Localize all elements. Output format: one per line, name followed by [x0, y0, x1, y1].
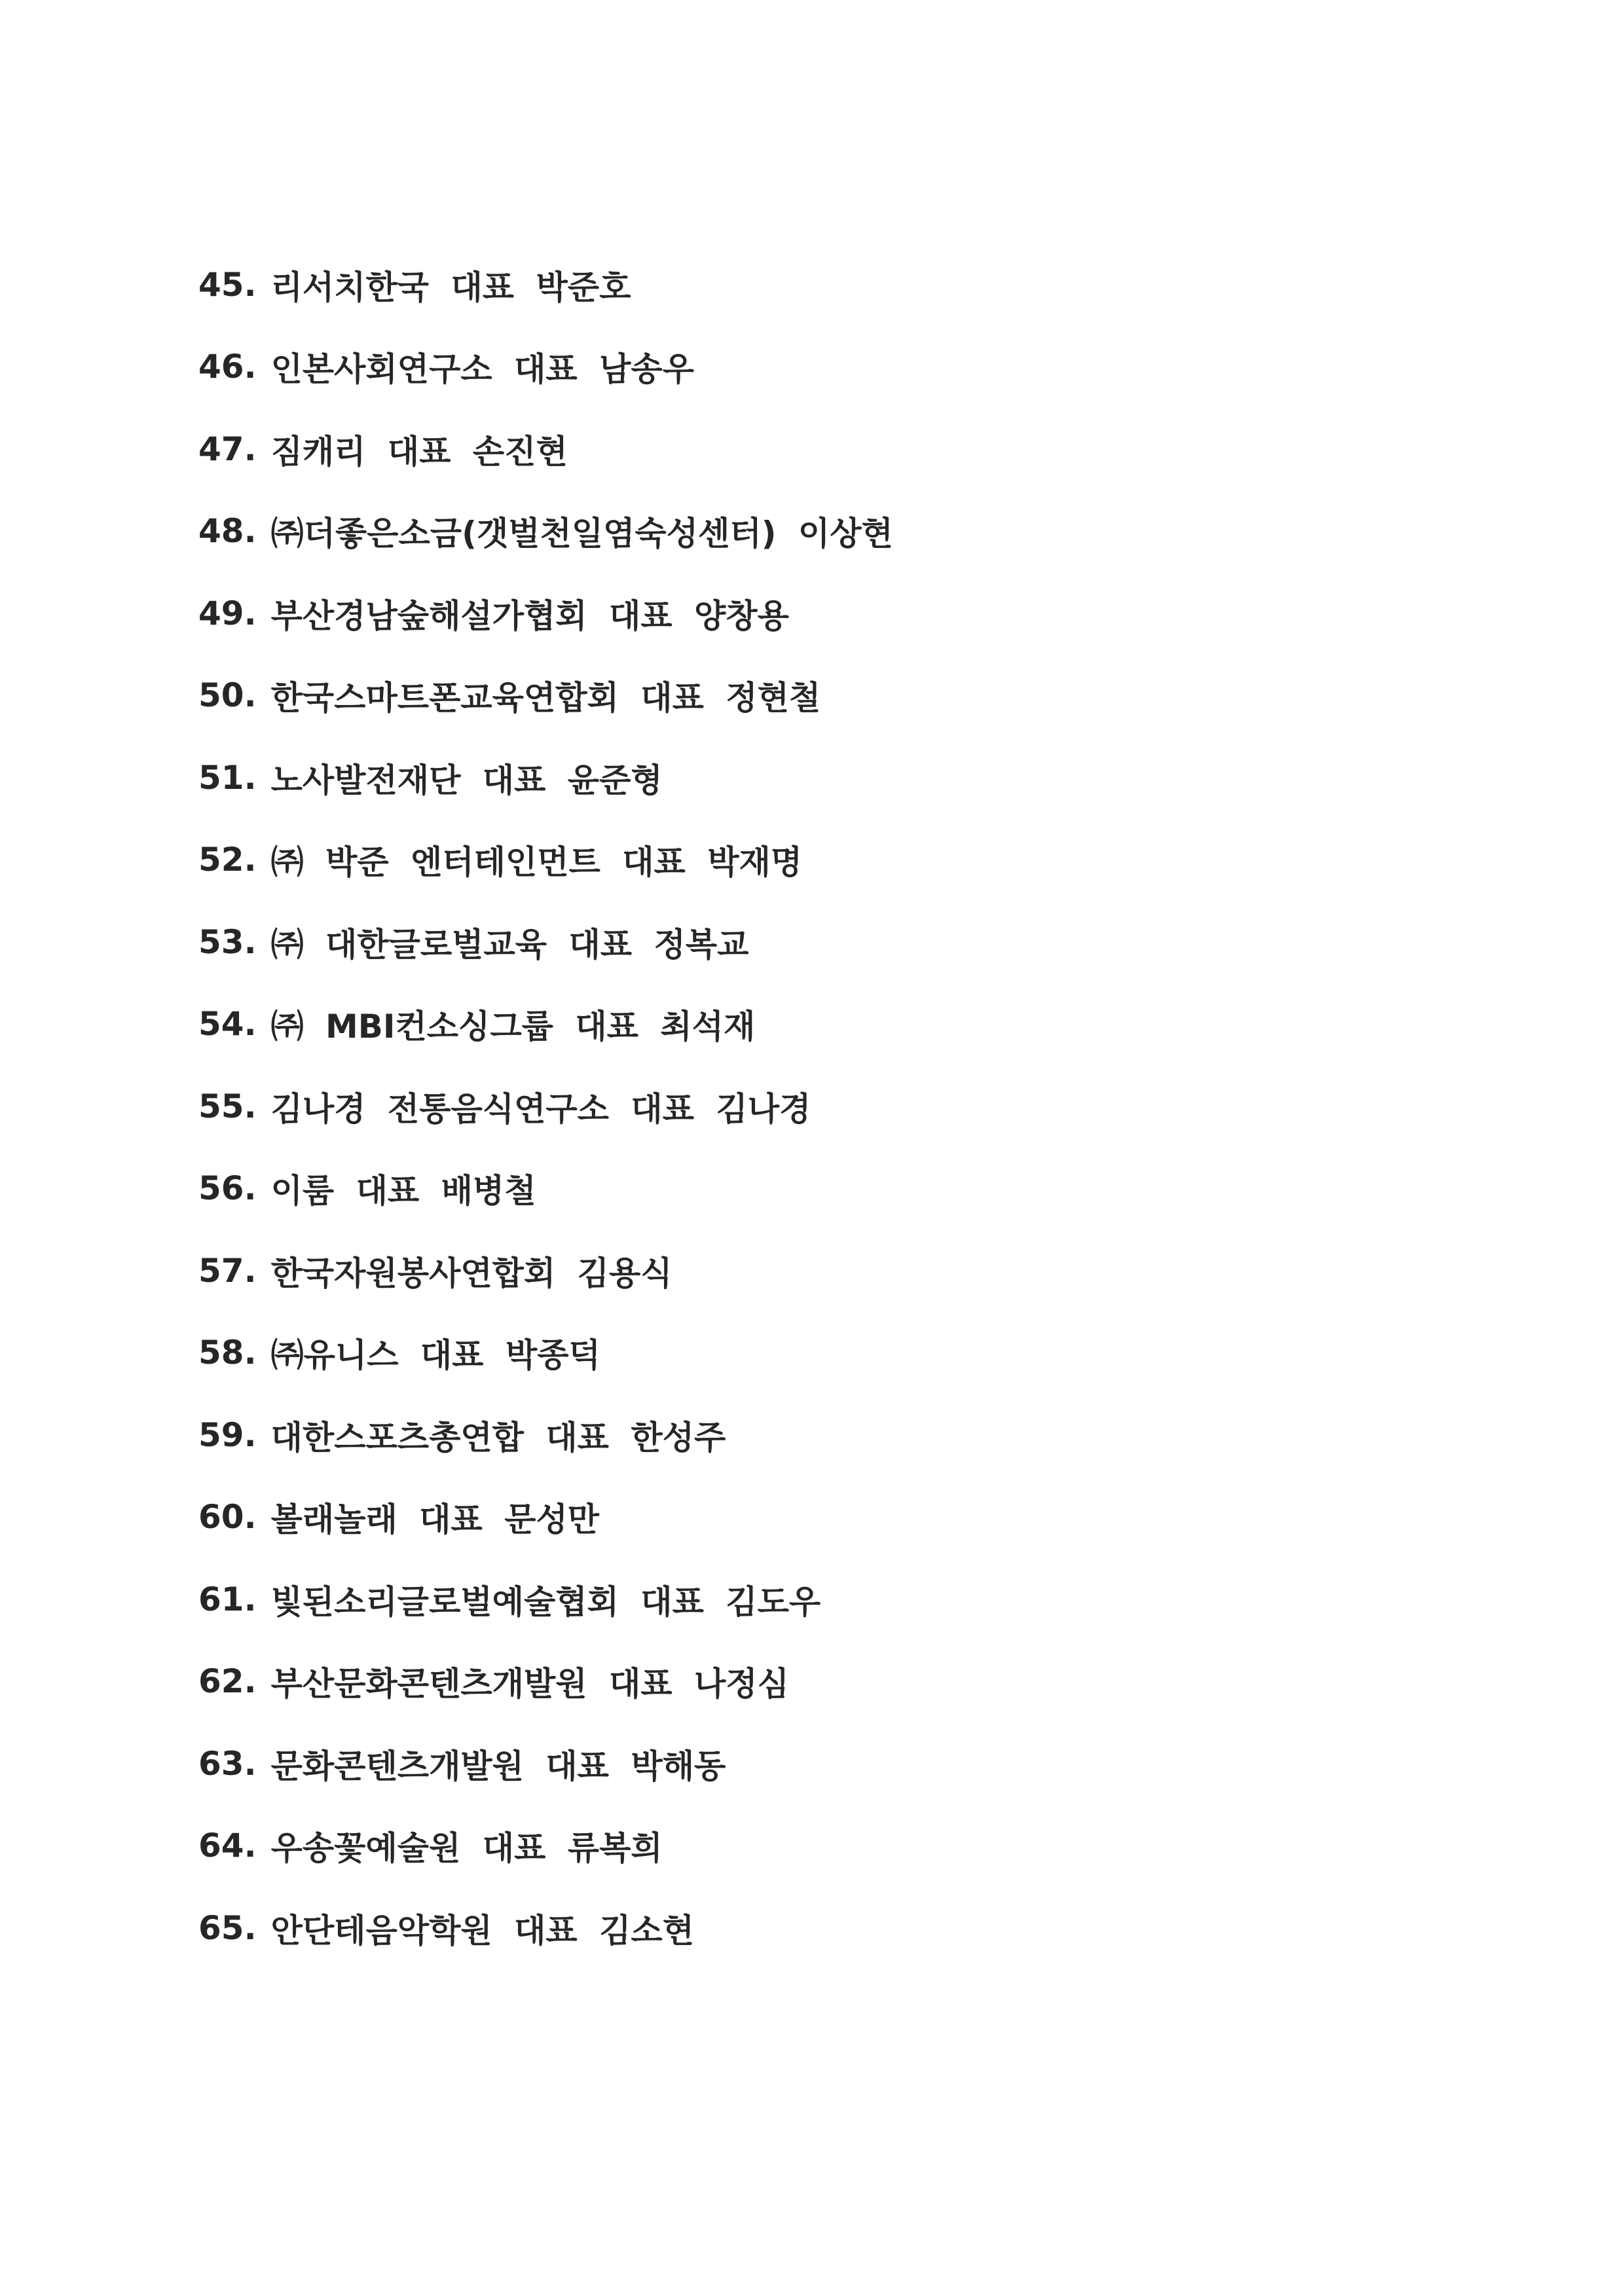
item-number: 46.: [198, 348, 257, 386]
item-text: 한국자원봉사연합회 김용식: [270, 1254, 673, 1292]
list-item: [198, 819, 893, 902]
list-item: [198, 1887, 893, 1969]
item-text: 인본사회연구소 대표 남송우: [270, 350, 694, 389]
item-number: 64.: [198, 1827, 257, 1865]
list-item: [198, 983, 893, 1066]
item-text: 대한스포츠총연합 대표 한성주: [270, 1418, 726, 1457]
item-number: 49.: [198, 594, 257, 632]
item-text: 부산문화콘텐츠개발원 대표 나정심: [270, 1665, 789, 1704]
item-number: 56.: [198, 1169, 257, 1208]
list-item: [198, 572, 893, 655]
item-text: ㈜유니스 대표 박종덕: [270, 1336, 600, 1375]
list-item: [198, 901, 893, 983]
item-number: 58.: [198, 1334, 257, 1372]
item-number: 54.: [198, 1005, 257, 1044]
list-item: [198, 490, 893, 573]
list-item: [198, 1476, 893, 1559]
item-number: 53.: [198, 922, 257, 961]
item-text: 문화콘텐츠개발원 대표 박해동: [270, 1747, 726, 1785]
item-number: 65.: [198, 1908, 257, 1947]
item-text: 빛된소리글로벌예술협회 대표 김도우: [270, 1582, 821, 1621]
item-text: ㈜더좋은소금(갯벌천일염숙성센터) 이상현: [270, 515, 893, 553]
item-number: 52.: [198, 841, 257, 879]
item-number: 50.: [198, 676, 257, 715]
list-item: [198, 1722, 893, 1805]
list-item: [198, 1312, 893, 1394]
item-text: 김나경 전통음식연구소 대표 김나경: [270, 1089, 811, 1128]
list-item: [198, 1394, 893, 1476]
item-text: ㈜ MBI컨소싱그룹 대표 최석재: [270, 1008, 756, 1046]
item-text: 짐캐리 대표 손진현: [270, 432, 568, 471]
item-number: 59.: [198, 1415, 257, 1454]
item-number: 60.: [198, 1498, 257, 1537]
list-item: [198, 1148, 893, 1230]
item-number: 55.: [198, 1087, 257, 1125]
item-number: 45.: [198, 265, 257, 304]
item-text: 안단테음악학원 대표 김소현: [270, 1911, 694, 1950]
item-text: ㈜ 박준 엔터테인먼트 대표 박재명: [270, 843, 803, 882]
list-item: [198, 1065, 893, 1148]
item-number: 48.: [198, 512, 257, 551]
item-number: 63.: [198, 1744, 257, 1783]
list-item: [198, 737, 893, 819]
item-text: 우송꽃예술원 대표 류복희: [270, 1829, 663, 1868]
list-item: [198, 1641, 893, 1723]
item-text: 한국스마트폰교육연합회 대표 정현철: [270, 679, 821, 718]
list-item: [198, 244, 893, 326]
item-text: 부산경남숲해설가협회 대표 양창용: [270, 596, 789, 635]
list-item: [198, 326, 893, 409]
list-item: [198, 1558, 893, 1641]
item-number: 61.: [198, 1580, 257, 1618]
item-number: 47.: [198, 429, 257, 468]
entry-list: [198, 244, 893, 1969]
item-text: 리서치한국 대표 박준호: [270, 268, 631, 306]
item-text: 이룸 대표 배병철: [270, 1172, 536, 1211]
item-text: ㈜ 대한글로벌교육 대표 정복교: [270, 925, 749, 964]
item-text: 노사발전재단 대표 윤준형: [270, 761, 663, 799]
item-number: 62.: [198, 1662, 257, 1701]
list-item: [198, 408, 893, 490]
item-number: 57.: [198, 1251, 257, 1290]
list-item: [198, 655, 893, 737]
item-text: 볼래놀래 대표 문성만: [270, 1501, 600, 1539]
item-number: 51.: [198, 758, 257, 797]
list-item: [198, 1230, 893, 1312]
list-item: [198, 1805, 893, 1887]
